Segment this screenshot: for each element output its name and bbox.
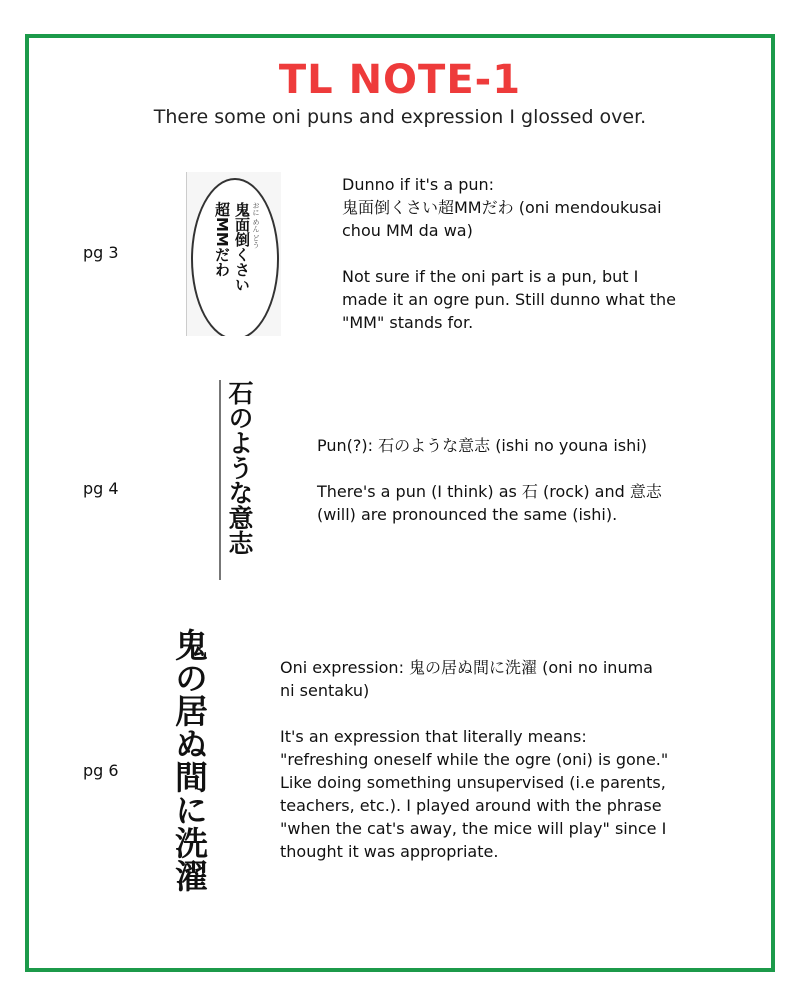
note-line: Like doing something unsupervised (i.e parents,	[280, 773, 666, 792]
panel-text-line-2: 超MMだわ	[213, 202, 231, 277]
note-pg4	[317, 434, 717, 526]
note-line: chou MM da wa)	[342, 221, 473, 240]
panel-text-line-1: 鬼面倒くさい	[233, 202, 251, 292]
page-title: TL NOTE-1	[278, 57, 522, 103]
panel-text: 石のような意志	[225, 380, 254, 555]
manga-panel-pg6	[170, 628, 210, 892]
note-line: Oni expression: 鬼の居ぬ間に洗濯 (oni no inuma	[280, 658, 653, 677]
note-line: Dunno if it's a pun:	[342, 175, 495, 194]
note-line: teachers, etc.). I played around with the phrase	[280, 796, 662, 815]
panel-text: 鬼の居ぬ間に洗濯	[170, 628, 209, 892]
page-label-6: pg 6	[83, 761, 119, 780]
note-line: There's a pun (I think) as 石 (rock) and 意志	[317, 482, 662, 501]
note-pg3	[342, 173, 722, 334]
page-subtitle: There some oni puns and expression I glossed over.	[153, 106, 647, 128]
note-pg6	[280, 656, 720, 863]
note-line: Pun(?): 石のような意志 (ishi no youna ishi)	[317, 436, 647, 455]
note-line: ni sentaku)	[280, 681, 370, 700]
manga-panel-pg3	[186, 172, 281, 336]
note-line: made it an ogre pun. Still dunno what the	[342, 290, 676, 309]
note-line: 鬼面倒くさい超MMだわ (oni mendoukusai	[342, 198, 662, 217]
page-label-3: pg 3	[83, 243, 119, 262]
note-line: Not sure if the oni part is a pun, but I	[342, 267, 639, 286]
note-line: "MM" stands for.	[342, 313, 474, 332]
note-line: (will) are pronounced the same (ishi).	[317, 505, 618, 524]
note-line: thought it was appropriate.	[280, 842, 499, 861]
page-label-4: pg 4	[83, 479, 119, 498]
manga-panel-pg4	[219, 380, 255, 580]
panel-ruby: おに めん どう	[252, 202, 260, 249]
note-line: "when the cat's away, the mice will play" since I	[280, 819, 667, 838]
note-line: "refreshing oneself while the ogre (oni) is gone."	[280, 750, 669, 769]
note-line: It's an expression that literally means:	[280, 727, 587, 746]
